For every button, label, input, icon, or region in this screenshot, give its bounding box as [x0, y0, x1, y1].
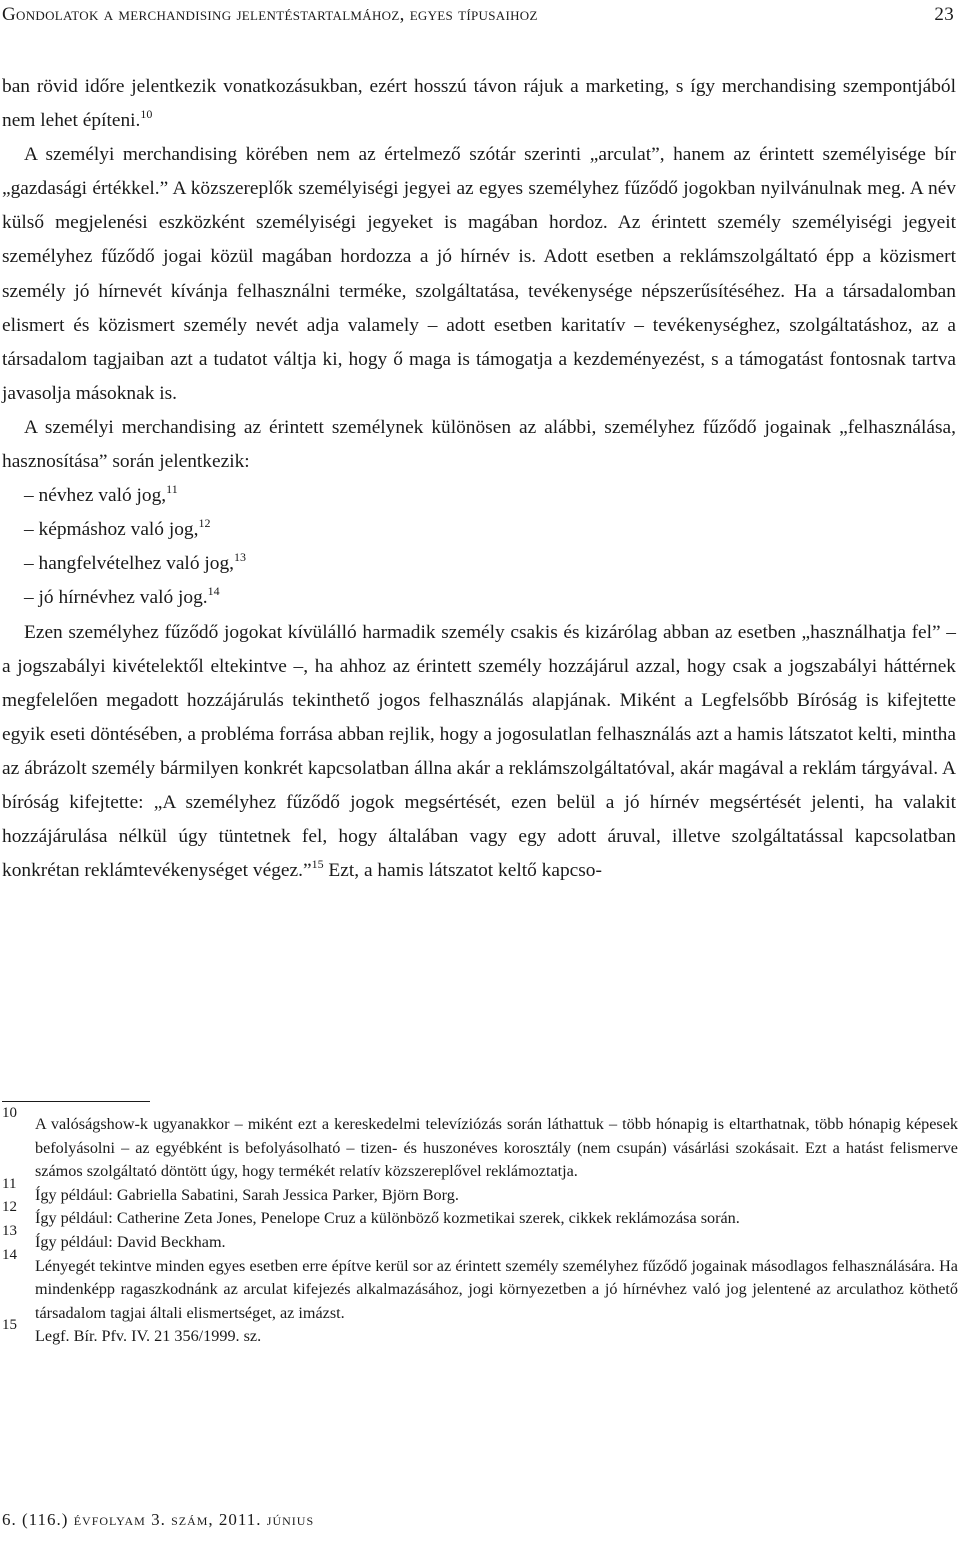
paragraph: Ezen személyhez fűződő jogokat kívülálló harmadik személy csakis és kizárólag abban az esetben „használhatja fel” – a jogszabályi kivételektől eltekintve –, ha ahhoz az érintett személy hozzájárul azzal, hogy csak a jogszabályi háttérnek megfelelően megadott hozzájárulás tekinthető jogos felhasználás alapjának. Miként a Legfelsőbb Bíróság is kifejtette egyik eseti döntésében, a probléma forrása abban rejlik, hogy a jogosulatlan felhasználás azt a hamis látszatot kelti, mintha az ábrázolt személy bármilyen konkrét kapcsolatban állna akár a reklámszolgáltatóval, akár magával a reklám tárgyával. A bíróság kifejtette: „A személyhez fűződő jogok megsértését, ezen belül a jó hírnév megsértését jelenti, ha valakit hozzájárulása nélkül úgy tüntetnek fel, hogy általában vagy egy adott áruval, illetve szolgáltatással kapcsolatban konkrétan reklámtevékenységet végez.”$^{15}$ Ezt, a hamis látszatot keltő kapcso- — [2, 621, 956, 882]
footnote-text: A valóságshow-k ugyanakkor – miként ezt a kereskedelmi televíziózás során láthattuk – több hónapig is eltarthatnak, több hónapig képesek befolyásolni – az egyébként is befolyásolható – tizen- és huszonéves korosztály (nem csupán) vásárlási szokásait. Ezt a hatást felismerve számos szolgáltató döntött úgy, hogy termékét relatív közszereplővel reklámoztatja. — [35, 1115, 958, 1181]
footnote-ref[interactable]: 12 — [198, 516, 211, 531]
paragraph: A személyi merchandising az érintett személynek különösen az alábbi, személyhez fűződő jogainak „felhasználása, hasznosítása” során jelentkezik: — [2, 416, 956, 473]
footnote — [2, 1317, 958, 1349]
paragraph: A személyi merchandising körében nem az értelmező szótár szerinti „arculat”, hanem az érintett személyisége bír „gazdasági értékkel.” A közszereplők személyiségi jegyei az egyes személyhez fűződő jogokban nyilvánulnak meg. A név külső megjelenési eszközként személyiségi jegyeket is magában hordoz. Az érintett személy személyiségi jegyeit személyhez fűződő jogai közül magában hordozza a jó hírnév is. Adott esetben a reklámszolgáltató épp a közismert személy jó hírnevét kívánja felhasználni terméke, szolgáltatása, tevékenysége népszerűsítéséhez. Ha a társadalomban elismert és közismert személy nevét adja valamely – adott esetben karitatív – tevékenységhez, szolgáltatáshoz, az a társadalom tagjaiban azt a tudatot váltja ki, hogy ő maga is támogatja a kezdeményezést, s a támogatást fontosnak tartva javasolja másoknak is. — [2, 144, 956, 404]
footnote — [2, 1246, 958, 1326]
footnote — [2, 1175, 958, 1208]
list-item: – hangfelvételhez való jog,$^{13}$ — [24, 550, 246, 575]
footnote-number: 15 — [2, 1317, 17, 1334]
main-text — [2, 70, 956, 888]
running-header — [2, 4, 954, 32]
list-item: – jó hírnévhez való jog.$^{14}$ — [24, 584, 220, 609]
footnote-number: 11 — [2, 1175, 17, 1192]
running-footer: 6. (116.) évfolyam 3. szám, 2011. június — [2, 1510, 315, 1529]
footnotes — [2, 1105, 958, 1349]
footnote-ref[interactable]: 13 — [233, 550, 246, 565]
footnote-number: 12 — [2, 1199, 17, 1216]
footnote — [2, 1222, 958, 1255]
list-item: – névhez való jog,$^{11}$ — [24, 482, 178, 507]
footnote-number: 13 — [2, 1222, 17, 1239]
running-header-title: Gondolatok a merchandising jelentéstartalmához, egyes típusaihoz — [2, 4, 538, 25]
footnote-number: 14 — [2, 1246, 17, 1263]
footnote-ref[interactable]: 15 — [311, 857, 324, 872]
footnote-text: Így például: Gabriella Sabatini, Sarah Jessica Parker, Björn Borg. — [35, 1185, 459, 1204]
page-number: 23 — [934, 4, 954, 25]
footnote-text: Lényegét tekintve minden egyes esetben erre építve kerül sor az érintett személy személyhez fűződő jogainak másodlagos felhasználására. Ha mindenképp ragaszkodnánk az arculat kifejezés alkalmazásához, jogi környezetben a jó hírnévhez való jog jelentené az arculathoz köthető társadalom tagjai általi elismertséget, az imázst. — [35, 1256, 958, 1322]
footnote-text: Így például: Catherine Zeta Jones, Penelope Cruz a különböző kozmetikai szerek, cikkek reklámozása során. — [35, 1209, 740, 1228]
footnote-text: Így például: David Beckham. — [35, 1232, 226, 1251]
footnote-separator — [2, 1101, 150, 1102]
footnote-ref[interactable]: 10 — [140, 107, 153, 122]
footnote-ref[interactable]: 11 — [166, 482, 178, 497]
list-item: – képmáshoz való jog,$^{12}$ — [24, 516, 211, 541]
footnote-text: Legf. Bír. Pfv. IV. 21 356/1999. sz. — [35, 1327, 262, 1346]
footnote — [2, 1199, 958, 1231]
footnote-number: 10 — [2, 1105, 17, 1121]
footnote-ref[interactable]: 14 — [207, 584, 220, 599]
footnote — [2, 1105, 958, 1184]
paragraph: ban rövid időre jelentkezik vonatkozásukban, ezért hosszú távon rájuk a marketing, s így merchandising szempontjából nem lehet építeni.$^{10}$ — [2, 76, 956, 132]
